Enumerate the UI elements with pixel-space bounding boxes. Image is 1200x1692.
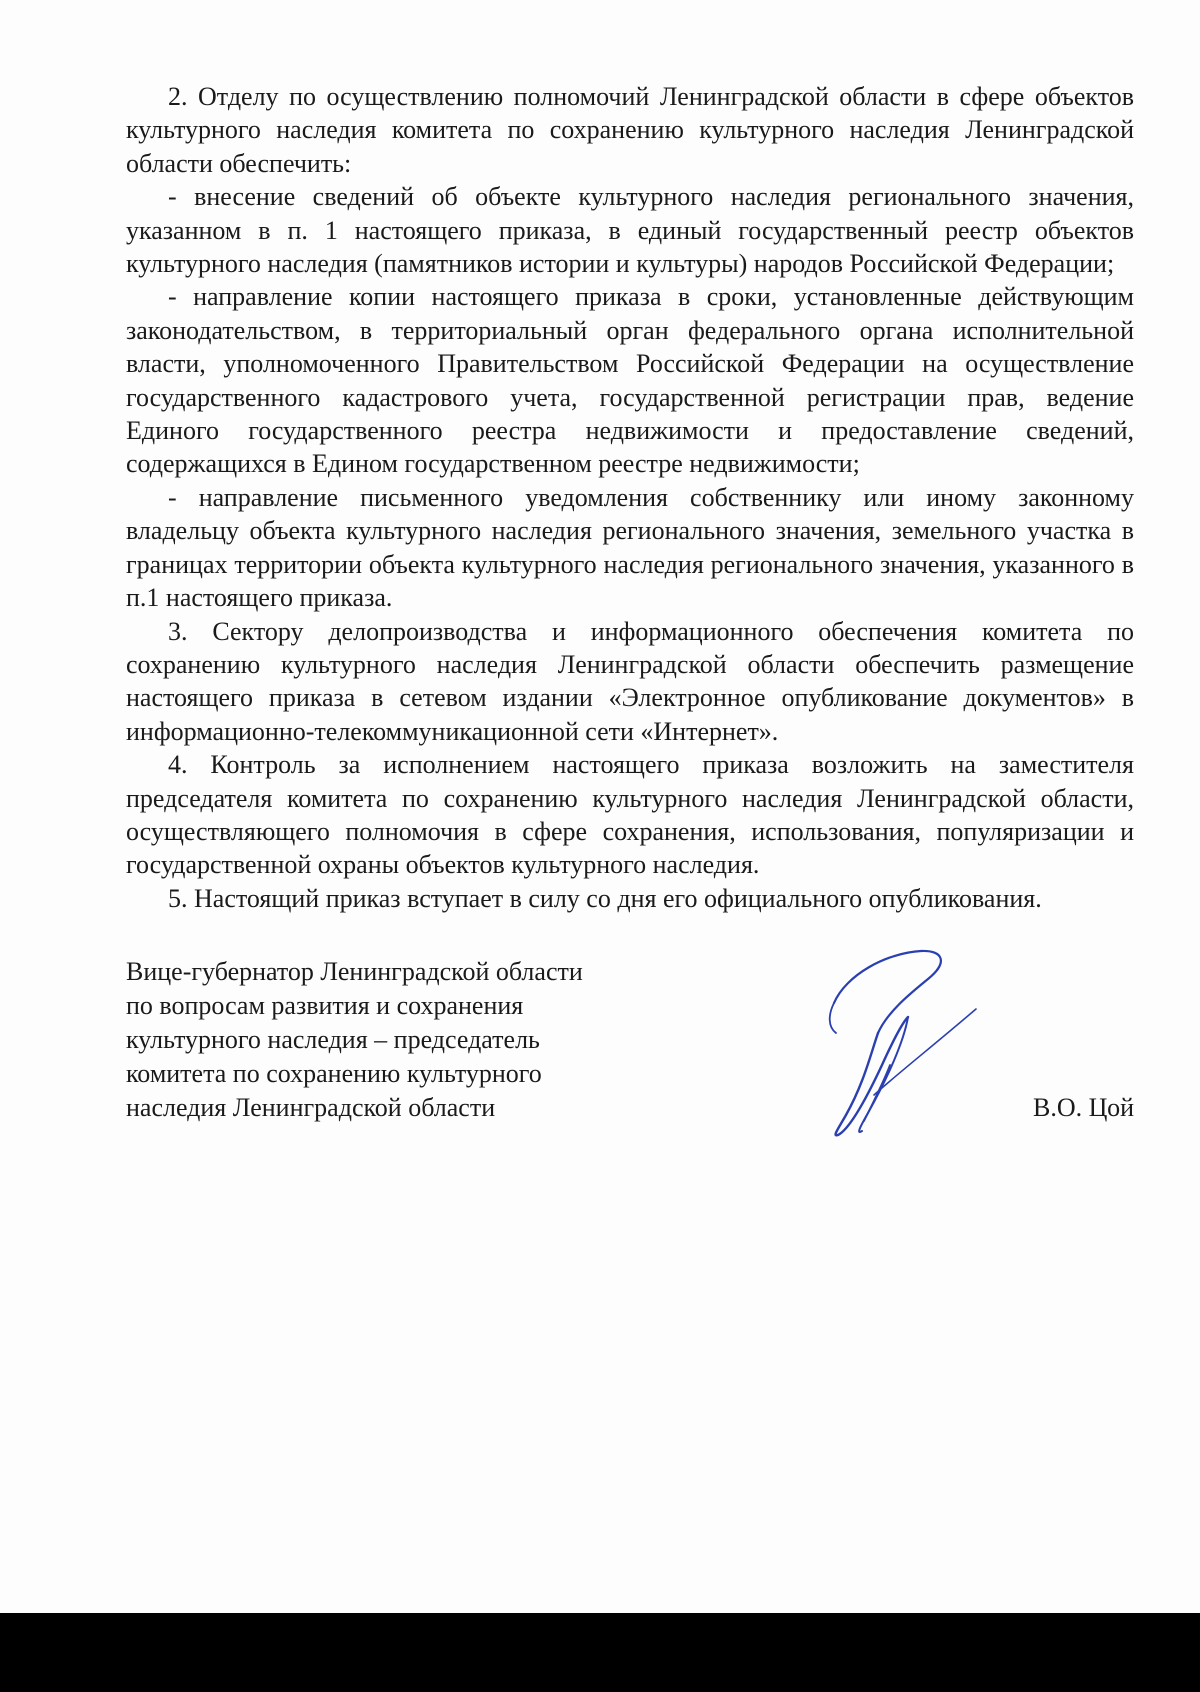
paragraph-3: 3. Сектору делопроизводства и информационного обеспечения комитета по сохранению культурного наследия Ленинградской области обеспечить размещение настоящего приказа в сетевом издании «Электронное опубликование документов» в информационно-телекоммуникационной сети «Интернет». xyxy=(126,616,1134,746)
signatory-title-line: по вопросам развития и сохранения xyxy=(126,991,524,1020)
signatory-title-line: комитета по сохранению культурного xyxy=(126,1059,542,1088)
paragraph-2: 2. Отделу по осуществлению полномочий Ленинградской области в сфере объектов культурного наследия комитета по сохранению культурного наследия Ленинградской области обеспечить: xyxy=(126,82,1134,178)
handwritten-signature xyxy=(816,945,996,1145)
signatory-title xyxy=(126,955,686,1125)
paragraph-4: 4. Контроль за исполнением настоящего приказа возложить на заместителя председателя комитета по сохранению культурного наследия Ленинградской области, осуществляющего полномочия в сфере сохранения, использования, популяризации и государственной охраны объектов культурного наследия. xyxy=(126,750,1134,880)
signature-block xyxy=(126,955,1134,1175)
signatory-title-line: Вице-губернатор Ленинградской области xyxy=(126,957,583,986)
signatory-title-line: культурного наследия – председатель xyxy=(126,1025,540,1054)
paragraph-5: 5. Настоящий приказ вступает в силу со дня его официального опубликования. xyxy=(168,883,1042,913)
document-body xyxy=(126,80,1134,915)
paragraph-2-item-notice: - направление письменного уведомления собственнику или иному законному владельцу объекта культурного наследия регионального значения, земельного участка в границах территории объекта культурного наследия регионального значения, указанного в п.1 настоящего приказа. xyxy=(126,482,1134,613)
signatory-name: В.О. Цой xyxy=(1033,1093,1134,1122)
signatory-title-line: наследия Ленинградской области xyxy=(126,1093,496,1122)
paragraph-2-item-registry: - внесение сведений об объекте культурного наследия регионального значения, указанном в п. 1 настоящего приказа, в единый государственный реестр объектов культурного наследия (памятников истории и культуры) народов Российской Федерации; xyxy=(126,182,1134,279)
paragraph-2-item-copy: - направление копии настоящего приказа в сроки, установленные действующим законодательством, в территориальный орган федерального органа исполнительной власти, уполномоченного Правительством Российской Федерации на осуществление государственного кадастрового учета, государственной регистрации прав, ведение Единого государственного реестра недвижимости и предоставление сведений, содержащихся в Едином государственном реестре недвижимости; xyxy=(126,282,1134,479)
scan-bottom-border xyxy=(0,1613,1200,1692)
